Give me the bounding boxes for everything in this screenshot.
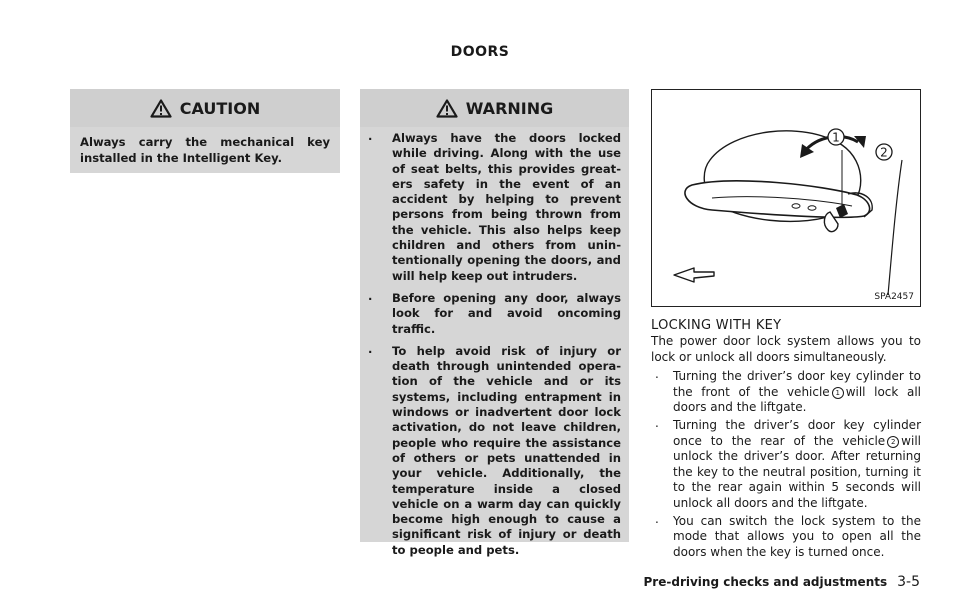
caution-text: Always carry the mechanical key installed in the Intelligent Key. xyxy=(80,135,330,165)
circled-number-2: 2 xyxy=(887,436,899,448)
locking-intro: The power door lock system allows you to lock or unlock all doors simultaneously. xyxy=(651,334,921,364)
locking-list xyxy=(651,369,921,560)
locking-item-2-post: will unlock the driver’s door. After returning the key to the neutral position, turning it to the rear again within 5 seconds will unlock all doors and the liftgate. xyxy=(673,433,921,510)
locking-item-1-pre: Turning the driver’s door key cylinder to the front of the vehicle xyxy=(673,369,921,399)
locking-item-2-pre: Turning the driver’s door key cylinder once to the rear of the vehicle xyxy=(673,417,921,448)
locking-title: LOCKING WITH KEY xyxy=(651,318,782,333)
locking-item-1-post: will lock all doors and the liftgate. xyxy=(673,384,921,415)
warning-item: . Always have the doors locked while driving. Along with the use of seat belts, this provides greaters safety in the event of an accident by helping to prevent persons from being thrown from the vehicle. This also helps keep children and others from unintentionally opening the doors, and will help keep out intruders. xyxy=(362,131,621,284)
caution-title: CAUTION xyxy=(179,98,261,118)
warning-item: . Before opening any door, always look for and avoid oncoming traffic. xyxy=(362,291,621,337)
warning-list xyxy=(360,127,629,558)
locking-item: . You can switch the lock system to the mode that allows you to open all the doors when the key is turned once. xyxy=(651,514,921,561)
figure-label-1: 1 xyxy=(832,130,840,145)
figure-label-2: 2 xyxy=(880,145,888,160)
locking-item xyxy=(651,369,921,416)
section-title: DOORS xyxy=(450,44,510,60)
warning-header xyxy=(360,89,629,127)
caution-box xyxy=(70,89,340,173)
footer-section: Pre-driving checks and adjustments xyxy=(643,575,888,589)
page-footer xyxy=(644,574,920,590)
locking-text xyxy=(651,334,921,562)
locking-item xyxy=(651,418,921,512)
warning-title: WARNING xyxy=(465,98,554,118)
door-handle-drawing xyxy=(652,90,920,306)
figure-code: SPA2457 xyxy=(874,292,914,302)
caution-header xyxy=(70,89,340,127)
page-number: 3-5 xyxy=(897,574,920,590)
warning-box xyxy=(360,89,629,557)
door-handle-illustration xyxy=(651,89,921,307)
circled-number-1: 1 xyxy=(832,387,844,399)
warning-triangle-icon xyxy=(150,99,172,118)
warning-triangle-icon xyxy=(436,99,458,118)
warning-item: . To help avoid risk of injury or death through unintended operation of the vehicle and or its systems, including entrapment in windows or inadvertent door lock activation, do not leave children, people who require the assistance of others or pets unattended in your vehicle. Additionally, the temperature inside a closed vehicle on a warm day can quickly become high enough to cause a significant risk of injury or death to people and pets. xyxy=(362,344,621,558)
